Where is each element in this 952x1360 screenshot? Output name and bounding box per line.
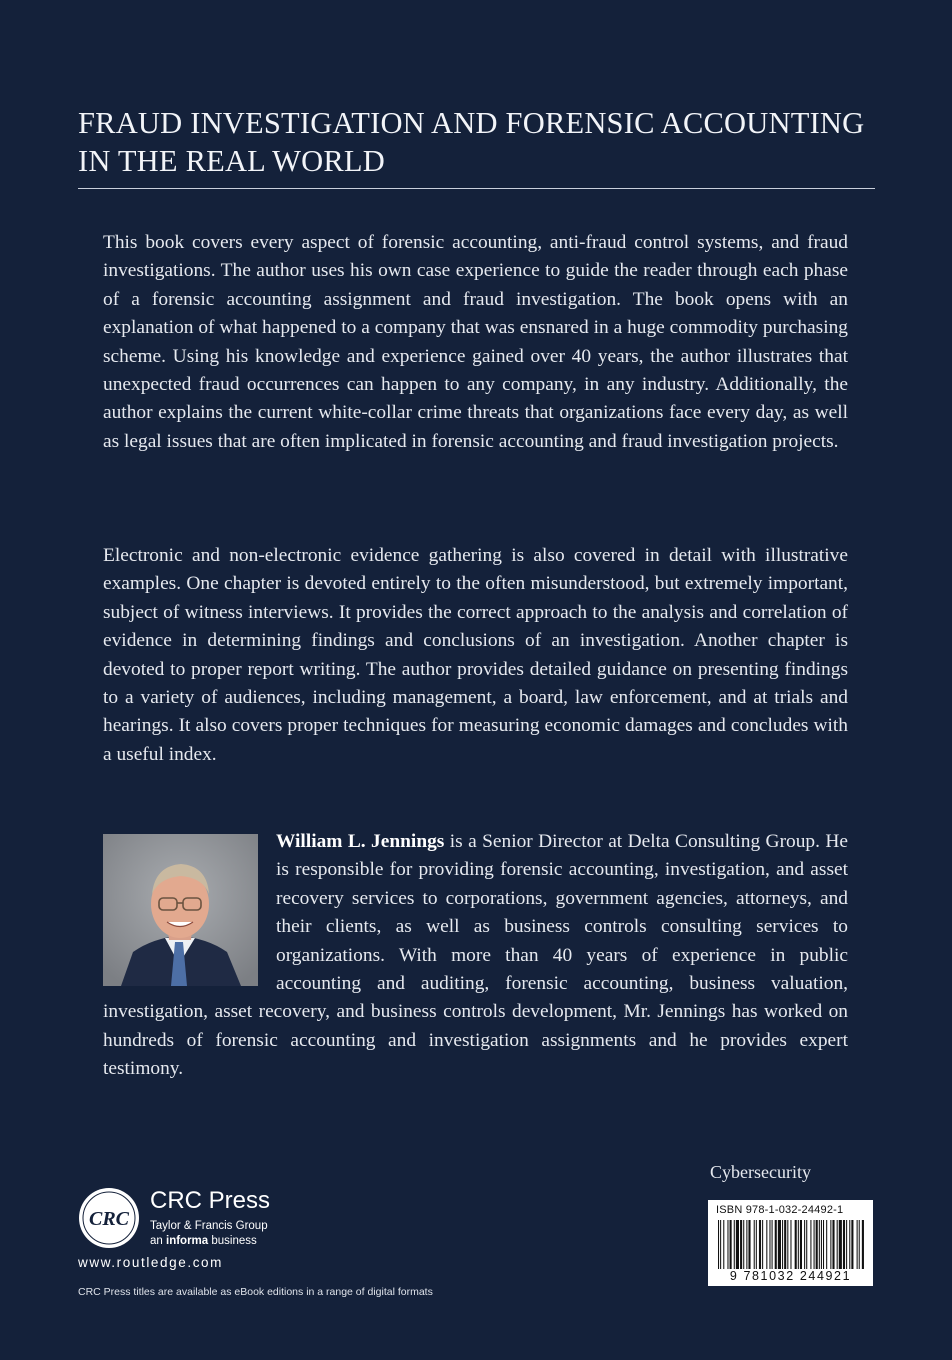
subject-category: Cybersecurity xyxy=(710,1162,811,1182)
book-title xyxy=(78,104,888,180)
description-paragraph-1: This book covers every aspect of forensic accounting, anti-fraud control systems, and fraud investigations. The author uses his own case experience to guide the reader through each phase of a forensic accounting assignment and fraud investigation. The book opens with an explanation of what happened to a company that was ensnared in a huge commodity purchasing scheme. Using his knowledge and experience gained over 40 years, the author illustrates that unexpected fraud occurrences can happen to any company, in any industry. Additionally, the author explains the current white-collar crime threats that organizations face every day, as well as legal issues that are often implicated in forensic accounting and fraud investigation projects. xyxy=(103,232,848,452)
crc-press-logo xyxy=(78,1187,140,1249)
publisher-website[interactable]: www.routledge.com xyxy=(78,1255,224,1270)
description-paragraph-2: Electronic and non-electronic evidence gathering is also covered in detail with illustrative examples. One chapter is devoted entirely to the often misunderstood, but extremely important, subject of witness interviews. It provides the correct approach to the analysis and correlation of evidence in determining findings and conclusions of an investigation. Another chapter is devoted to proper report writing. The author provides detailed guidance on presenting findings to a variety of audiences, including management, a board, law enforcement, and at trials and hearings. It also covers proper techniques for measuring economic damages and concludes with a useful index. xyxy=(103,545,848,765)
ebook-note: CRC Press titles are available as eBook editions in a range of digital formats xyxy=(78,1286,433,1298)
isbn-label: ISBN 978-1-032-24492-1 xyxy=(716,1204,844,1216)
title-divider xyxy=(78,188,875,189)
author-bio xyxy=(103,828,848,1084)
book-title-line-2: IN THE REAL WORLD xyxy=(78,144,385,178)
isbn-digits: 9 781032 244921 xyxy=(712,1269,869,1283)
crc-logo-text: CRC xyxy=(88,1208,130,1230)
author-photo xyxy=(103,834,258,986)
isbn-barcode xyxy=(708,1200,873,1286)
publisher-info xyxy=(150,1187,270,1249)
book-title-line-1: FRAUD INVESTIGATION AND FORENSIC ACCOUNTING xyxy=(78,106,865,140)
publisher-name: CRC Press xyxy=(150,1187,271,1214)
author-name: William L. Jennings xyxy=(276,831,445,852)
author-bio-text: is a Senior Director at Delta Consulting Group. He is responsible for providing forensic accounting, investigation, and asset recovery services to corporations, government agencies, attorneys, and their clients, as well as business controls consulting services to organizations. With more than 40 years of experience in public accounting and auditing, forensic accounting, business valuation, investigation, asset recovery, and business controls development, Mr. Jennings has worked on hundreds of forensic accounting and investigation assignments and he provides expert testimony. xyxy=(103,831,848,1080)
publisher-informa-line: an informa business xyxy=(150,1235,257,1247)
publisher-group: Taylor & Francis Group xyxy=(150,1220,268,1232)
